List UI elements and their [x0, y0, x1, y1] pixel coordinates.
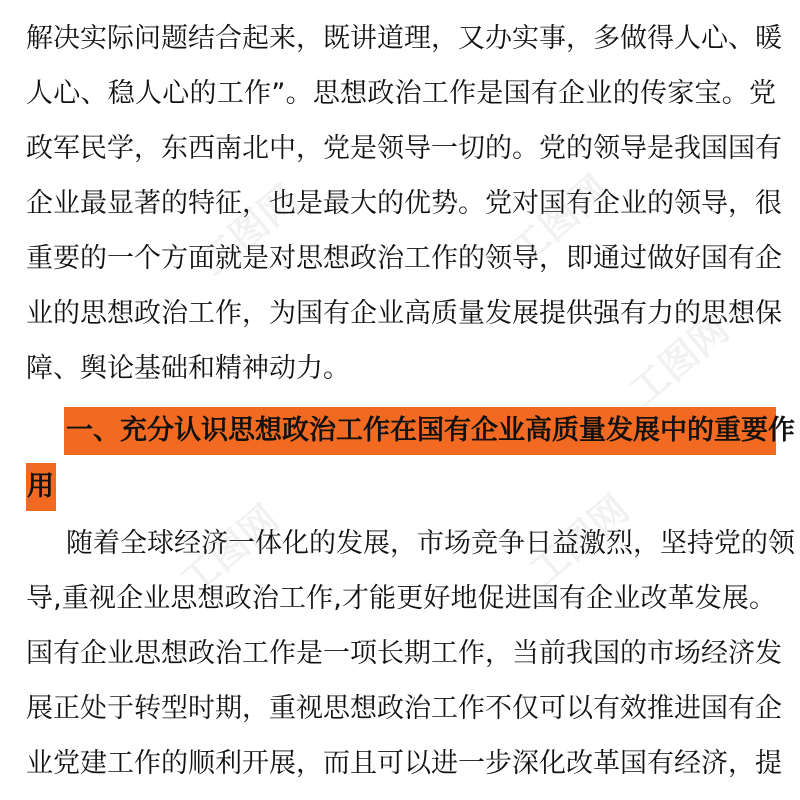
section-heading-continued: 用 [27, 471, 54, 502]
paragraph-line: 随着全球经济一体化的发展，市场竞争日益激烈，坚持党的领 [66, 528, 795, 559]
paragraph-line: 展正处于转型时期，重视思想政治工作不仅可以有效推进国有企 [26, 693, 782, 724]
paragraph-line: 业的思想政治工作，为国有企业高质量发展提供强有力的思想保 [26, 298, 782, 329]
paragraph-line: 障、舆论基础和精神动力。 [26, 353, 350, 384]
paragraph-line: 业党建工作的顺利开展，而且可以进一步深化改革国有经济，提 [26, 748, 782, 779]
paragraph-line: 人心、稳人心的工作”。思想政治工作是国有企业的传家宝。党 [26, 78, 776, 109]
paragraph-line: 企业最显著的特征，也是最大的优势。党对国有企业的领导，很 [26, 188, 782, 219]
watermark: 工图网 [501, 166, 618, 274]
paragraph-line: 解决实际问题结合起来，既讲道理，又办实事，多做得人心、暖 [26, 23, 782, 54]
watermark: 工图网 [171, 496, 288, 604]
paragraph-line: 政军民学，东西南北中，党是领导一切的。党的领导是我国国有 [26, 133, 782, 164]
paragraph-line: 国有企业思想政治工作是一项长期工作，当前我国的市场经济发 [26, 638, 782, 669]
watermark: 工图网 [521, 486, 638, 594]
watermark: 工图网 [191, 176, 308, 284]
paragraph-line: 重要的一个方面就是对思想政治工作的领导，即通过做好国有企 [26, 243, 782, 274]
section-heading: 一、充分认识思想政治工作在国有企业高质量发展中的重要作 [66, 415, 795, 446]
paragraph-line: 导,重视企业思想政治工作,才能更好地促进国有企业改革发展。 [26, 583, 776, 614]
watermark: 工图网 [621, 306, 738, 414]
